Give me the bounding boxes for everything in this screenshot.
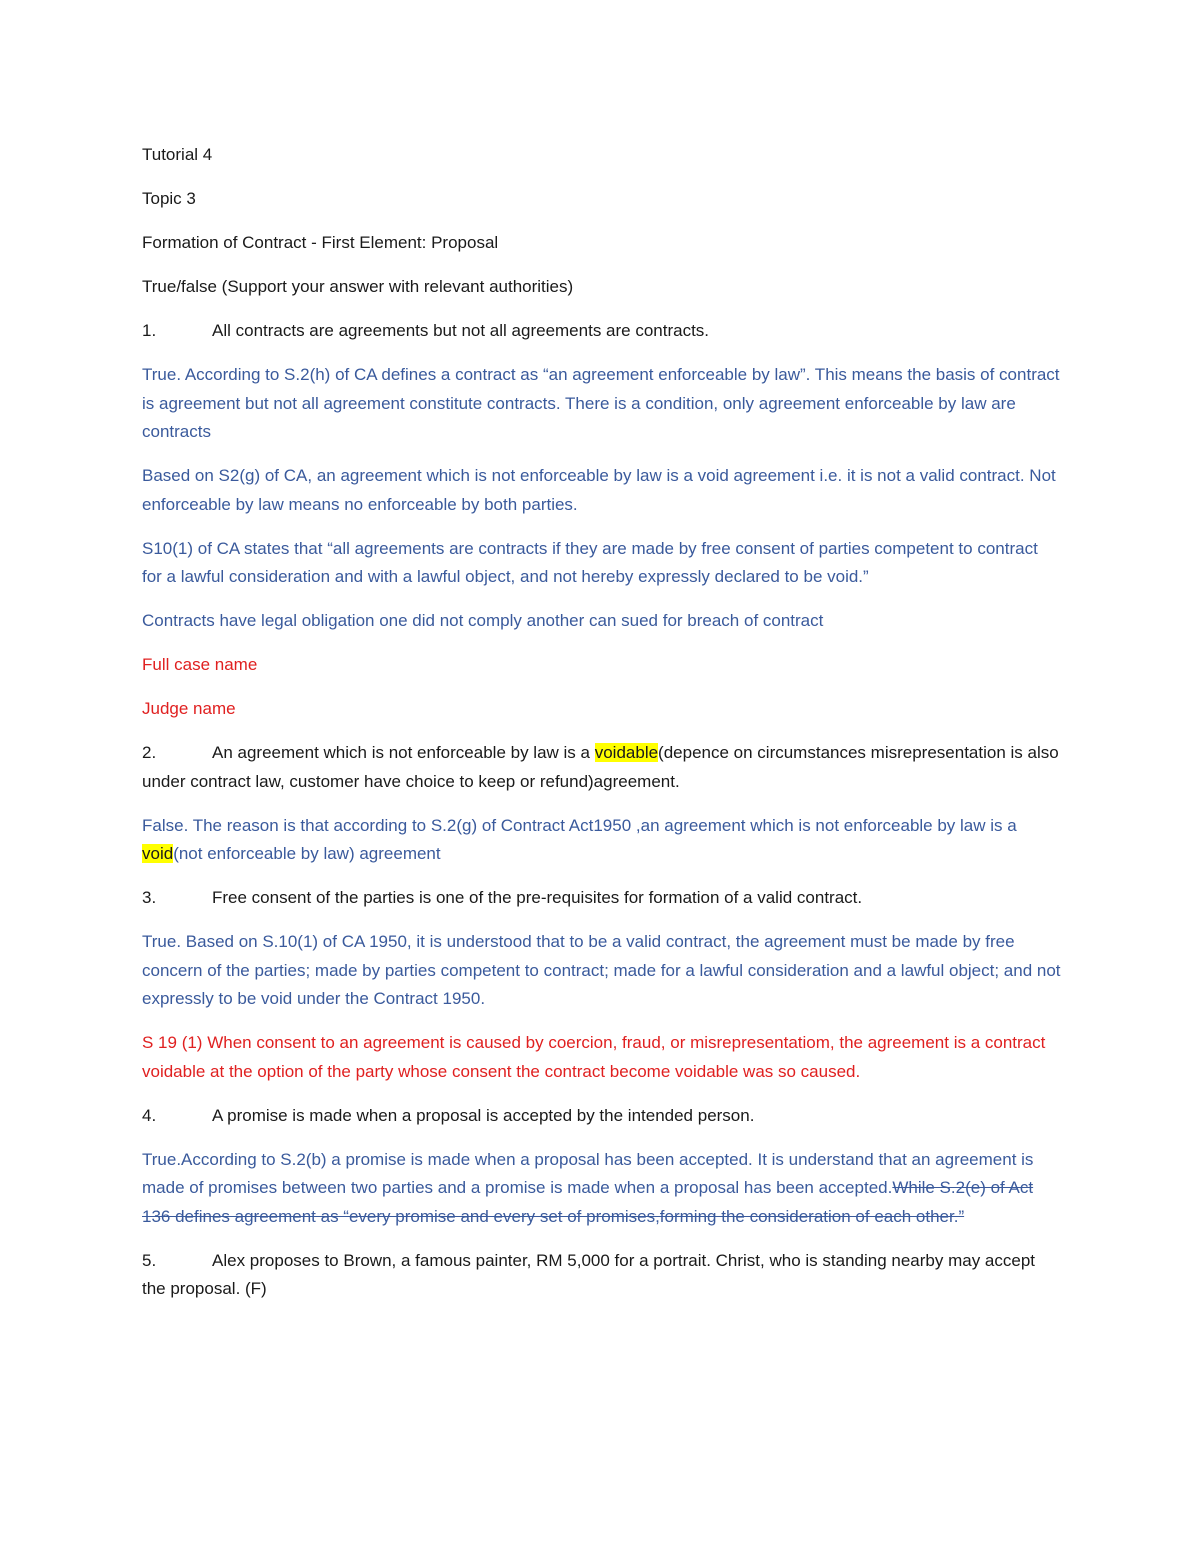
question-number: 2. xyxy=(142,743,157,762)
question-number: 3. xyxy=(142,888,157,907)
question-text: Free consent of the parties is one of the pre-requisites for formation of a valid contract. xyxy=(212,888,863,907)
answer-1-paragraph-2: Based on S2(g) of CA, an agreement which is not enforceable by law is a void agreement i.e. it is not a valid contract. Not enforceable by law means no enforceable by both parties. xyxy=(142,466,1056,514)
answer-4 xyxy=(142,1146,1062,1232)
answer-3-paragraph-1: True. Based on S.10(1) of CA 1950, it is understood that to be a valid contract, the agreement must be made by free concern of the parties; made by parties competent to contract; made for a lawful consideration and a lawful object; and not expressly to be void under the Contract 1950. xyxy=(142,932,1061,1008)
question-5 xyxy=(142,1247,1062,1304)
question-1 xyxy=(142,317,1062,346)
question-4 xyxy=(142,1102,1062,1131)
instruction-text: True/false (Support your answer with relevant authorities) xyxy=(142,277,574,296)
question-3 xyxy=(142,884,1062,913)
question-2 xyxy=(142,739,1062,796)
question-number: 5. xyxy=(142,1250,157,1270)
answer-text-start: False. The reason is that according to S.2(g) of Contract Act1950 ,an agreement which is not enforceable by law is a xyxy=(142,815,1017,835)
answer-1-paragraph-3: S10(1) of CA states that “all agreements are contracts if they are made by free consent of parties competent to contract for a lawful consideration and with a lawful object, and not hereby expressly declared to be void.” xyxy=(142,538,1038,586)
page-title: Formation of Contract - First Element: Proposal xyxy=(142,233,499,252)
topic-heading: Topic 3 xyxy=(142,189,196,208)
document-page xyxy=(142,141,1062,1319)
question-number: 4. xyxy=(142,1105,157,1125)
question-text: Alex proposes to Brown, a famous painter, RM 5,000 for a portrait. Christ, who is standing nearby may accept the proposal. (F) xyxy=(142,1250,1036,1298)
question-text-end: (depence on circumstances misrepresentation is also under contract law, customer have choice to keep or refund)agreement. xyxy=(142,743,1059,791)
highlighted-term: voidable xyxy=(594,743,659,762)
question-text: A promise is made when a proposal is accepted by the intended person. xyxy=(212,1105,755,1125)
struck-text: While S.2(e) of Act 136 defines agreement as “every promise and every set of promises,forming the consideration of each other.” xyxy=(142,1178,1034,1226)
highlighted-term: void xyxy=(142,844,174,863)
question-number: 1. xyxy=(142,321,157,340)
answer-3-paragraph-2: S 19 (1) When consent to an agreement is caused by coercion, fraud, or misrepresentatiom, the agreement is a contract voidable at the option of the party whose consent the contract become voidable was so caused. xyxy=(142,1033,1046,1081)
answer-text: True.According to S.2(b) a promise is made when a proposal has been accepted. It is understand that an agreement is made of promises between two parties and a promise is made when a proposal has been accepted. xyxy=(142,1149,1034,1197)
question-text: All contracts are agreements but not all agreements are contracts. xyxy=(212,321,710,340)
answer-1-paragraph-1: True. According to S.2(h) of CA defines a contract as “an agreement enforceable by law”. This means the basis of contract is agreement but not all agreement constitute contracts. There is a condition, only agreement enforceable by law are contracts xyxy=(142,365,1060,441)
question-text-start: An agreement which is not enforceable by law is a xyxy=(212,743,595,762)
answer-2 xyxy=(142,812,1062,869)
answer-text-end: (not enforceable by law) agreement xyxy=(173,844,441,863)
tutorial-heading: Tutorial 4 xyxy=(142,145,213,164)
answer-1-paragraph-4: Contracts have legal obligation one did not comply another can sued for breach of contract xyxy=(142,611,824,630)
case-name-note: Full case name xyxy=(142,655,258,674)
judge-name-note: Judge name xyxy=(142,699,236,718)
